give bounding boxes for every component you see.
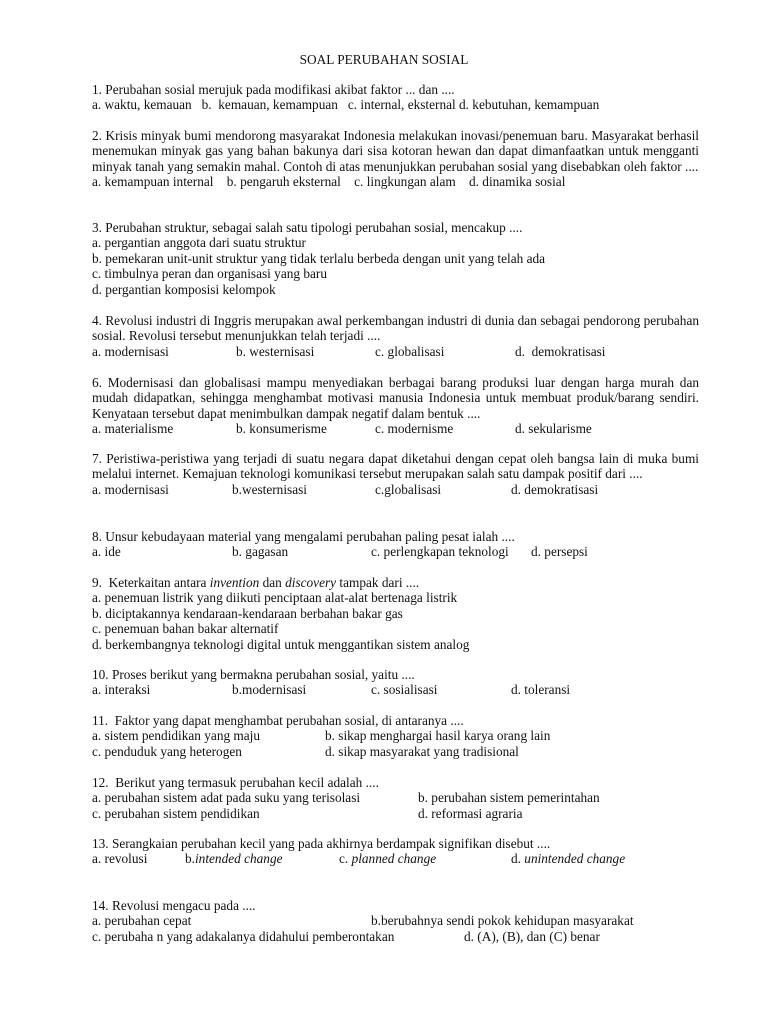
question-3-option-b: b. pemekaran unit-unit struktur yang tidak terlalu berbeda dengan unit yang telah ada xyxy=(92,250,546,266)
question-13-option-d-prefix: d. xyxy=(511,851,525,867)
question-13 xyxy=(92,836,699,867)
question-11-option-a: a. sistem pendidikan yang maju xyxy=(92,728,261,744)
question-14-options-row-1 xyxy=(92,913,699,928)
question-6-option-d: d. sekularisme xyxy=(515,421,592,437)
question-7-option-c: c.globalisasi xyxy=(375,481,442,497)
question-12-stem: 12. Berikut yang termasuk perubahan kecil adalah .... xyxy=(92,775,379,790)
question-13-option-c xyxy=(339,851,436,866)
question-6-option-c: c. modernisme xyxy=(375,421,454,437)
question-14-stem: 14. Revolusi mengacu pada .... xyxy=(92,898,256,913)
question-4-options xyxy=(92,344,699,359)
question-10-options xyxy=(92,682,699,697)
question-7-stem: 7. Peristiwa-peristiwa yang terjadi di suatu negara dapat diketahui dengan cepat oleh bangsa lain di muka bumi melalui internet. Kemajuan teknologi komunikasi tersebut merupakan salah satu dampak positif dari .... xyxy=(92,451,699,482)
question-4 xyxy=(92,313,699,359)
question-11-options-row-1 xyxy=(92,728,699,743)
question-11-option-b: b. sikap menghargai hasil karya orang lain xyxy=(325,728,551,744)
question-13-option-c-prefix: c. xyxy=(339,851,352,867)
question-4-option-b: b. westernisasi xyxy=(236,343,315,359)
question-8-option-d: d. persepsi xyxy=(531,544,588,560)
question-6 xyxy=(92,375,699,437)
question-11-option-c: c. penduduk yang heterogen xyxy=(92,743,242,759)
question-9-term-discovery: discovery xyxy=(285,575,337,590)
question-2 xyxy=(92,128,699,190)
question-1-options: a. waktu, kemauan b. kemauan, kemampuan c. internal, eksternal d. kebutuhan, kemampuan xyxy=(92,97,600,113)
question-9-option-b: b. diciptakannya kendaraan-kendaraan berbahan bakar gas xyxy=(92,605,403,621)
question-3 xyxy=(92,220,699,297)
question-9-term-invention: invention xyxy=(209,575,260,590)
question-13-option-b-prefix: b. xyxy=(185,851,195,867)
question-4-option-d: d. demokratisasi xyxy=(515,343,606,359)
question-6-option-b: b. konsumerisme xyxy=(236,421,327,437)
question-13-option-a: a. revolusi xyxy=(92,851,148,867)
question-8-stem: 8. Unsur kebudayaan material yang mengalami perubahan paling pesat ialah .... xyxy=(92,529,515,544)
question-12-option-b: b. perubahan sistem pemerintahan xyxy=(418,790,600,806)
question-9-stem-mid: dan xyxy=(259,575,286,590)
question-3-option-a: a. pergantian anggota dari suatu struktur xyxy=(92,235,306,251)
question-11-options-row-2 xyxy=(92,744,699,759)
question-10-option-c: c. sosialisasi xyxy=(371,682,438,698)
question-13-stem: 13. Serangkaian perubahan kecil yang pada akhirnya berdampak signifikan disebut .... xyxy=(92,836,551,851)
question-7-options xyxy=(92,482,699,497)
question-1-stem: 1. Perubahan sosial merujuk pada modifikasi akibat faktor ... dan .... xyxy=(92,82,455,97)
question-3-stem: 3. Perubahan struktur, sebagai salah satu tipologi perubahan sosial, mencakup .... xyxy=(92,220,523,235)
question-9 xyxy=(92,575,699,652)
question-11-option-d: d. sikap masyarakat yang tradisional xyxy=(325,743,519,759)
question-13-option-d-term: unintended change xyxy=(524,851,626,867)
question-10-option-d: d. toleransi xyxy=(511,682,571,698)
document-title: SOAL PERUBAHAN SOSIAL xyxy=(299,52,469,67)
question-9-stem-post: tampak dari .... xyxy=(336,575,420,590)
question-1 xyxy=(92,82,699,113)
question-9-option-c: c. penemuan bahan bakar alternatif xyxy=(92,621,279,637)
question-14-option-a: a. perubahan cepat xyxy=(92,913,192,929)
question-10-stem: 10. Proses berikut yang bermakna perubahan sosial, yaitu .... xyxy=(92,667,415,682)
question-14-option-d: d. (A), (B), dan (C) benar xyxy=(464,928,600,944)
question-8-option-a: a. ide xyxy=(92,544,121,560)
question-2-options: a. kemampuan internal b. pengaruh eksternal c. lingkungan alam d. dinamika sosial xyxy=(92,174,566,190)
question-9-stem-pre: 9. Keterkaitan antara xyxy=(92,575,210,590)
question-9-stem xyxy=(92,575,699,590)
question-6-options xyxy=(92,421,699,436)
question-12 xyxy=(92,775,699,821)
question-14-option-b: b.berubahnya sendi pokok kehidupan masyarakat xyxy=(371,913,634,929)
question-12-option-c: c. perubahan sistem pendidikan xyxy=(92,805,260,821)
question-10-option-a: a. interaksi xyxy=(92,682,151,698)
question-12-option-a: a. perubahan sistem adat pada suku yang terisolasi xyxy=(92,790,361,806)
question-12-options-row-2 xyxy=(92,806,699,821)
question-7-option-b: b.westernisasi xyxy=(232,481,307,497)
question-8 xyxy=(92,529,699,560)
question-4-option-c: c. globalisasi xyxy=(375,343,445,359)
question-7-option-d: d. demokratisasi xyxy=(511,481,599,497)
question-10 xyxy=(92,667,699,698)
question-14 xyxy=(92,898,699,944)
question-6-stem: 6. Modernisasi dan globalisasi mampu menyediakan berbagai barang produksi luar dengan harga murah dan mudah didapatkan, sehingga menghambat motivasi manusia Indonesia untuk membuat produk/barang sendiri. Kenyataan tersebut dapat menimbulkan dampak negatif dalam bentuk .... xyxy=(92,375,699,421)
question-13-option-c-term: planned change xyxy=(351,851,437,867)
question-4-option-a: a. modernisasi xyxy=(92,343,169,359)
question-11 xyxy=(92,713,699,759)
question-7 xyxy=(92,451,699,497)
question-14-option-c: c. perubaha n yang adakalanya didahului pemberontakan xyxy=(92,928,395,944)
question-10-option-b: b.modernisasi xyxy=(232,682,307,698)
question-12-option-d: d. reformasi agraria xyxy=(418,805,523,821)
question-8-option-b: b. gagasan xyxy=(232,544,289,560)
question-11-stem: 11. Faktor yang dapat menghambat perubahan sosial, di antaranya .... xyxy=(92,713,464,728)
question-13-options xyxy=(92,851,699,866)
question-6-option-a: a. materialisme xyxy=(92,421,174,437)
question-2-stem: 2. Krisis minyak bumi mendorong masyarakat Indonesia melakukan inovasi/penemuan baru. Masyarakat berhasil menemukan minyak gas yang bahan bakunya dari sisa kotoran hewan dan dapat dimanfaatkan untuk mengganti minyak tanah yang semakin mahal. Contoh di atas menunjukkan perubahan sosial yang disebabkan oleh faktor .... xyxy=(92,128,699,174)
question-8-options xyxy=(92,544,699,559)
question-9-option-d: d. berkembangnya teknologi digital untuk menggantikan sistem analog xyxy=(92,636,470,652)
question-3-option-c: c. timbulnya peran dan organisasi yang baru xyxy=(92,266,327,282)
question-3-option-d: d. pergantian komposisi kelompok xyxy=(92,281,276,297)
question-8-option-c: c. perlengkapan teknologi xyxy=(371,544,509,560)
question-7-option-a: a. modernisasi xyxy=(92,481,169,497)
question-14-options-row-2 xyxy=(92,929,699,944)
question-13-option-d xyxy=(511,851,625,866)
question-9-option-a: a. penemuan listrik yang diikuti penciptaan alat-alat bertenaga listrik xyxy=(92,590,458,606)
question-13-option-b xyxy=(185,851,283,866)
question-4-stem: 4. Revolusi industri di Inggris merupakan awal perkembangan industri di dunia dan sebagai pendorong perubahan sosial. Revolusi tersebut menunjukkan telah terjadi .... xyxy=(92,313,699,344)
question-12-options-row-1 xyxy=(92,790,699,805)
question-13-option-b-term: intended change xyxy=(194,851,283,867)
